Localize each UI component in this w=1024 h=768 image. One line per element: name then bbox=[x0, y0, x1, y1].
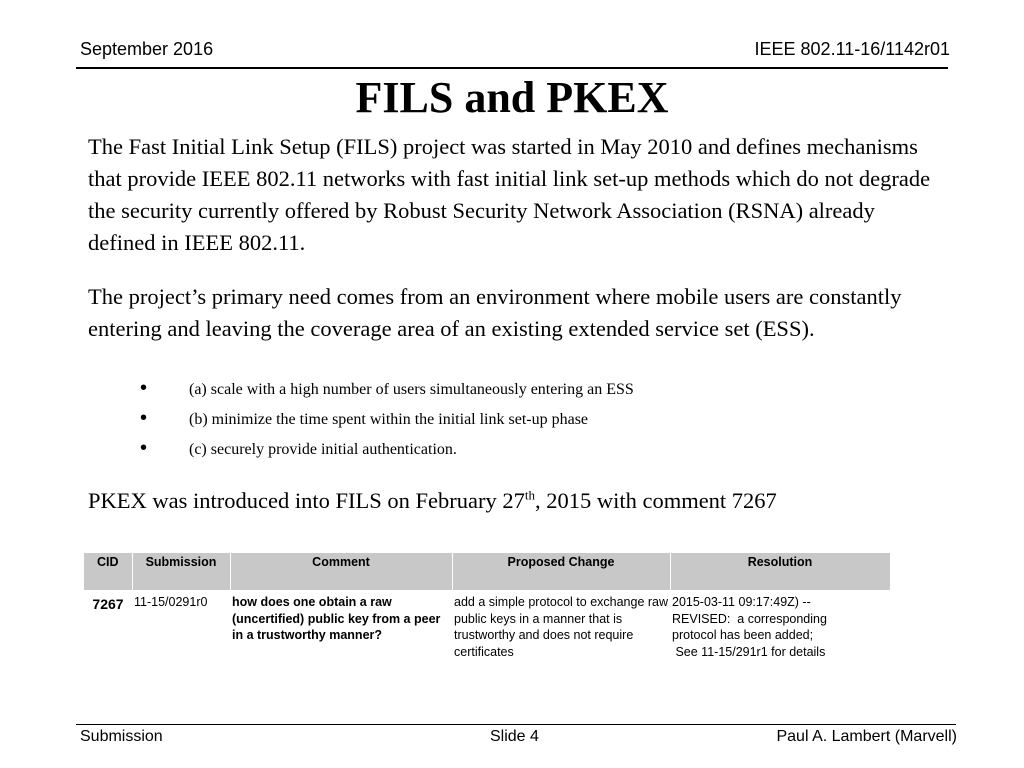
bullet-icon: • bbox=[140, 377, 148, 399]
header-document-id: IEEE 802.11-16/1142r01 bbox=[754, 39, 950, 59]
pkex-ordinal-suffix: th bbox=[524, 487, 535, 503]
footer-submission: Submission bbox=[80, 728, 163, 745]
footer-slide-number: Slide 4 bbox=[490, 728, 539, 745]
footer-divider bbox=[76, 724, 956, 725]
column-header-cid: CID bbox=[84, 553, 132, 591]
paragraph-pkex-intro bbox=[88, 485, 938, 517]
column-header-comment: Comment bbox=[230, 553, 452, 591]
paragraph-fils-intro: The Fast Initial Link Setup (FILS) project was started in May 2010 and defines mechanisms that provide IEEE 802.11 networks with fast initial link set-up methods which do not degrade the security currently offered by Robust Security Network Association (RSNA) already defined in IEEE 802.11. bbox=[88, 134, 931, 255]
table-row bbox=[84, 591, 890, 661]
bullet-text: (b) minimize the time spent within the initial link set-up phase bbox=[189, 411, 589, 428]
resolution-line: REVISED: a corresponding bbox=[672, 611, 827, 626]
bullet-icon: • bbox=[140, 437, 148, 459]
resolution-line: 2015-03-11 09:17:49Z) -- bbox=[672, 595, 811, 609]
pkex-text-start: PKEX was introduced into FILS on February 27 bbox=[88, 488, 525, 513]
slide-title: FILS and PKEX bbox=[355, 73, 669, 122]
bullet-text: (c) securely provide initial authentication. bbox=[189, 441, 457, 458]
header-divider bbox=[76, 67, 948, 69]
footer-author: Paul A. Lambert (Marvell) bbox=[776, 728, 957, 745]
bullet-icon: • bbox=[140, 407, 148, 429]
table-header-row bbox=[84, 553, 890, 591]
paragraph-project-need: The project’s primary need comes from an environment where mobile users are constantly entering and leaving the coverage area of an existing extended service set (ESS). bbox=[88, 284, 902, 341]
comment-table bbox=[84, 553, 891, 660]
bullet-text: (a) scale with a high number of users simultaneously entering an ESS bbox=[189, 381, 634, 398]
column-header-proposed-change: Proposed Change bbox=[452, 553, 670, 591]
cell-cid: 7267 bbox=[92, 596, 124, 612]
resolution-line: See 11-15/291r1 for details bbox=[672, 644, 826, 659]
column-header-resolution: Resolution bbox=[670, 553, 890, 591]
cell-submission: 11-15/0291r0 bbox=[134, 595, 208, 609]
column-header-submission: Submission bbox=[132, 553, 230, 591]
pkex-text-end: , 2015 with comment 7267 bbox=[534, 488, 777, 513]
cell-resolution bbox=[670, 591, 890, 661]
cell-proposed-change: add a simple protocol to exchange raw public keys in a manner that is trustworthy and does not require certificates bbox=[454, 595, 669, 659]
cell-comment: how does one obtain a raw (uncertified) public key from a peer in a trustworthy manner? bbox=[232, 595, 441, 642]
header-date: September 2016 bbox=[80, 39, 214, 59]
resolution-line: protocol has been added; bbox=[672, 628, 814, 642]
